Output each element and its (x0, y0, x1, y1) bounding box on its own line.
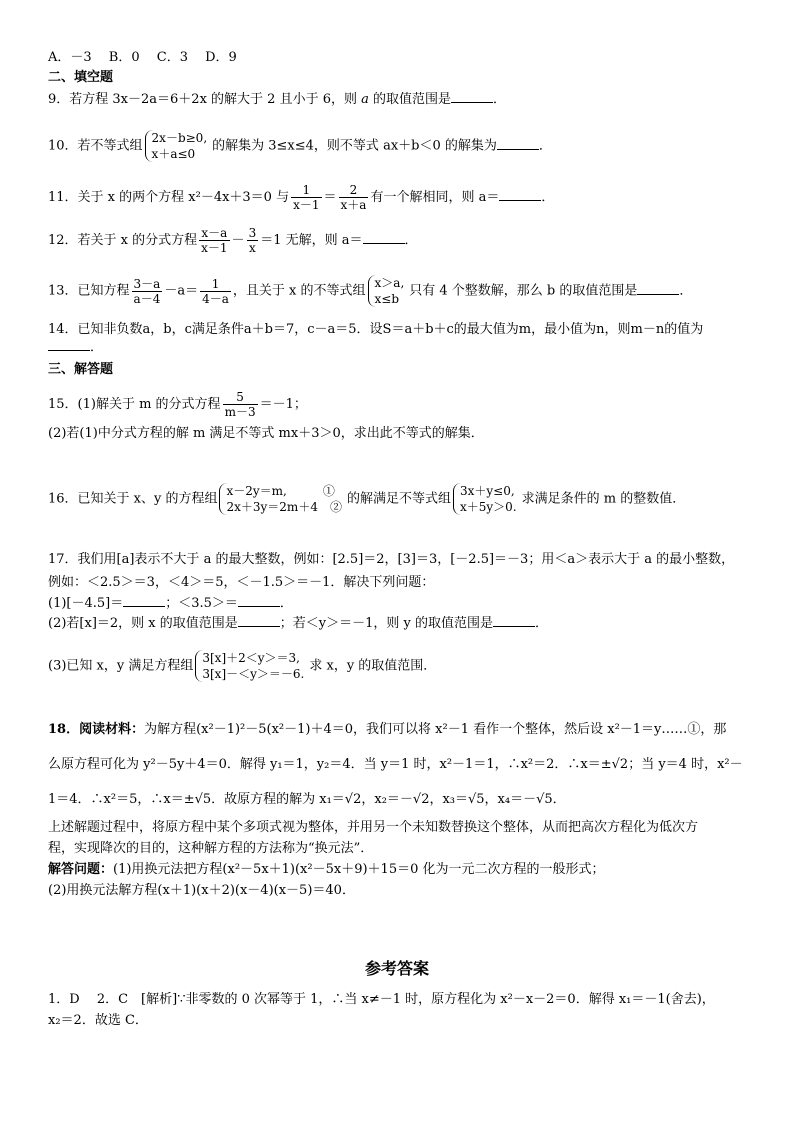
question-15-part1: 15．(1)解关于 m 的分式方程 $\frac{5}{m-3}$ ＝－1； (48, 390, 307, 419)
question-15-part2: (2)若(1)中分式方程的解 m 满足不等式 mx＋3＞0，求出此不等式的解集． (48, 426, 484, 441)
question-17-part2: (2)若[x]＝2，则 x 的取值范围是 ；若＜y＞＝－1，则 y 的取值范围是 ． (48, 616, 549, 631)
inequality-system: 2x－b≥0, x＋a≤0 (145, 130, 211, 162)
question-13: 13．已知方程 $\frac{3-a}{a-4}$ －a＝ $\frac{1}{4-a}$ ，且关于 x 的不等式组 x＞a, x≤b 只有 4 个整数解，那么 b 的取值范围是 ． (48, 276, 693, 306)
question-10: 10．若不等式组 2x－b≥0, x＋a≤0 的解集为 3≤x≤4，则不等式 ax＋b＜0 的解集为 ． (48, 131, 552, 161)
question-17-part3: (3)已知 x，y 满足方程组 3[x]＋2＜y＞＝3, 3[x]－＜y＞＝－6. 求 x，y 的取值范围． (48, 651, 437, 681)
question-18-line3: 1＝4．∴x²＝5，∴x＝±√5．故原方程的解为 x₁＝√2，x₂＝－√2，x₃＝√5，x₄＝－√5． (48, 792, 566, 807)
question-16: 16．已知关于 x、y 的方程组 x－2y＝m, ① 2x＋3y＝2m＋4 ② 的解满足不等式组 3x＋y≤0, x＋5y＞0. 求满足条件的 m 的整数值． (48, 484, 686, 514)
question-11: 11．关于 x 的两个方程 x²－4x＋3＝0 与 $\frac{1}{x-1}$ ＝ $\frac{2}{x+a}$ 有一个解相同，则 a＝ ． (48, 183, 555, 212)
question-9: 9．若方程 3x－2a＝6＋2x 的解大于 2 且小于 6，则 a 的取值范围是 ． (48, 92, 507, 107)
q8-options: A．－3 B．0 C．3 D．9 (48, 50, 237, 65)
question-17-line2: 例如：＜2.5＞＝3，＜4＞＝5，＜－1.5＞＝－1．解决下列问题： (48, 575, 435, 590)
section-solve-title: 三、解答题 (48, 362, 114, 377)
question-18-line4: 上述解题过程中，将原方程中某个多项式视为整体，并用另一个未知数替换这个整体，从而把高次方程化为低次方 (48, 820, 699, 835)
question-17-line1: 17．我们用[a]表示不大于 a 的最大整数，例如：[2.5]＝2，[3]＝3，[－2.5]＝－3；用＜a＞表示大于 a 的最小整数， (48, 552, 735, 567)
question-14-blank: ． (48, 338, 103, 358)
question-18-line1: 18．阅读材料：为解方程(x²－1)²－5(x²－1)＋4＝0，我们可以将 x²－1 看作一个整体，然后设 x²－1＝y……①，那 (48, 722, 727, 737)
question-17-part1: (1)[－4.5]＝ ；＜3.5＞＝ ． (48, 596, 293, 611)
question-18-line7: (2)用换元法解方程(x＋1)(x＋2)(x－4)(x－5)＝40． (48, 883, 355, 898)
answers-line1: 1．D 2．C [解析]∵非零数的 0 次幂等于 1，∴当 x≠－1 时，原方程化为 x²－x－2＝0．解得 x₁＝－1(舍去)， (48, 992, 715, 1007)
section-fill-in-title: 二、填空题 (48, 70, 114, 85)
answers-title: 参考答案 (364, 959, 429, 978)
question-14: 14．已知非负数a，b，c满足条件a＋b＝7，c－a＝5．设S＝a＋b＋c的最大值为m，最小值为n，则m－n的值为 (48, 322, 704, 337)
question-18-line6: 解答问题：(1)用换元法把方程(x²－5x＋1)(x²－5x＋9)＋15＝0 化为一元二次方程的一般形式； (48, 862, 605, 877)
question-12: 12．若关于 x 的分式方程 $\frac{x-a}{x-1}$ － $\frac{3}{x}$ ＝1 无解，则 a＝ ． (48, 226, 418, 255)
question-18-line5: 程，实现降次的目的，这种解方程的方法称为“换元法”． (48, 841, 374, 856)
answers-line2: x₂＝2．故选 C． (48, 1013, 148, 1028)
question-18-line2: 么原方程可化为 y²－5y＋4＝0．解得 y₁＝1，y₂＝4．当 y＝1 时，x²－1＝1，∴x²＝2．∴x＝±√2；当 y＝4 时，x²－ (48, 757, 743, 772)
